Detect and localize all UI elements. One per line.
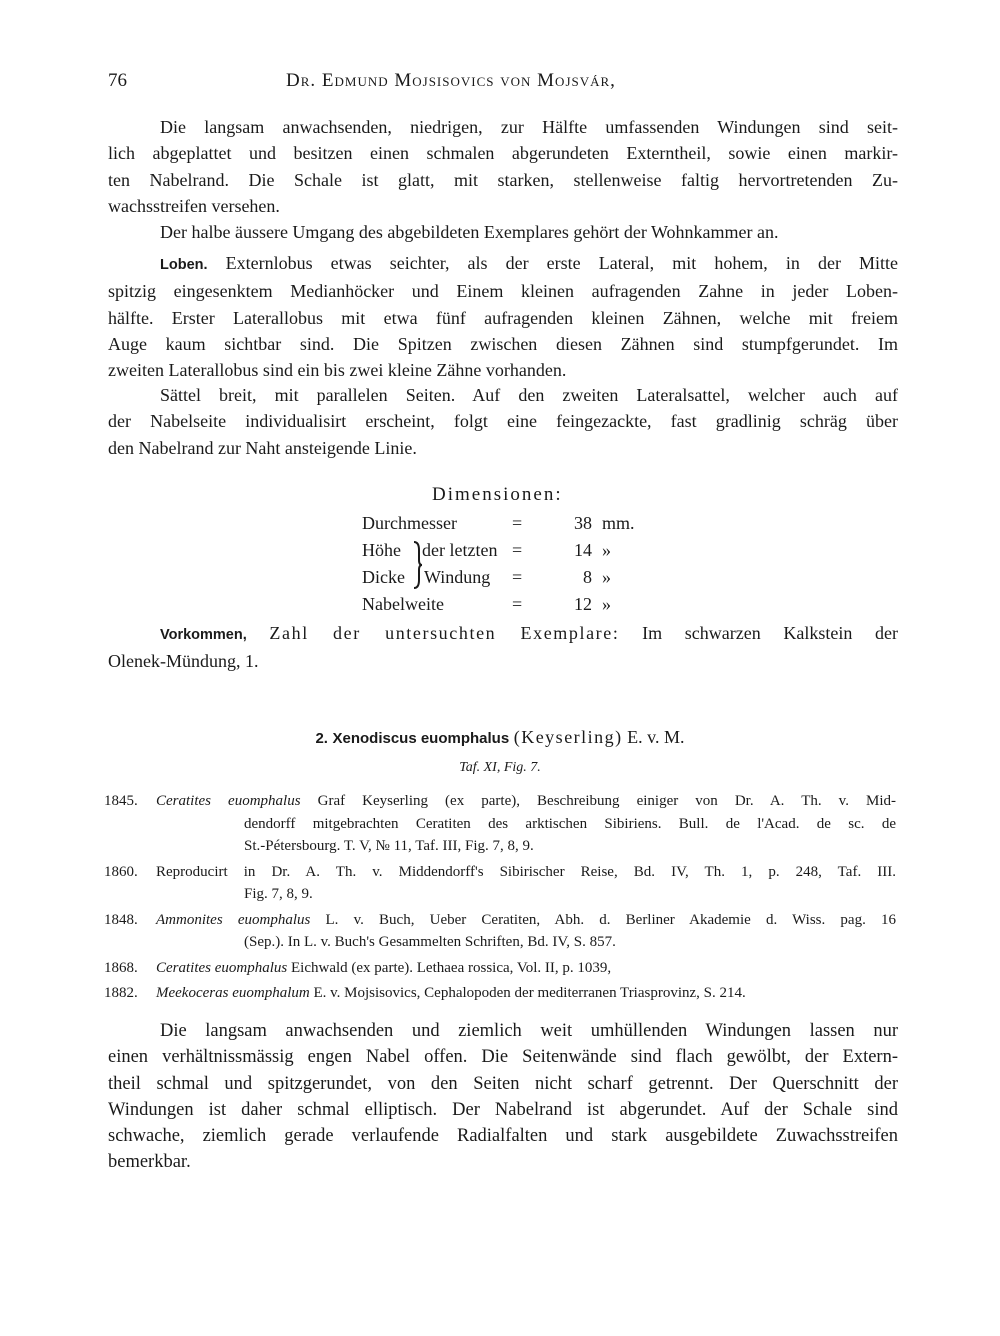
reference-taxon: Meekoceras euomphalum <box>156 985 310 1001</box>
reference-taxon: Ceratites euomphalus <box>156 959 288 976</box>
species-suffix: E. v. M. <box>627 727 685 747</box>
page-number: 76 <box>108 70 127 91</box>
dimension-row <box>362 510 662 536</box>
reference-year: 1845. <box>104 793 138 809</box>
reference-text: St.-Pétersbourg. T. V, № 11, Taf. III, Fig. 7, 8, 9. <box>244 838 534 854</box>
reference-taxon: Ceratites euomphalus <box>156 793 301 809</box>
paragraph-saettel <box>108 382 898 461</box>
reference-year: 1848. <box>104 911 138 928</box>
text-line: theil schmal und spitzgerundet, von den Seiten nicht scharf getrennt. Der Querschnitt der <box>108 1073 898 1094</box>
dimension-value: 14 <box>574 540 592 560</box>
paragraph-lead-vorkommen: Vorkommen, <box>160 627 247 643</box>
reference-text: L. v. Buch, Ueber Ceratiten, Abh. d. Berliner Akademie d. Wiss. pag. 16 <box>325 911 896 928</box>
dimension-label-shared: der letzten <box>422 540 498 560</box>
paragraph-vorkommen <box>108 620 898 675</box>
text-line: Olenek-Mündung, 1. <box>108 651 259 672</box>
text-line: zweiten Laterallobus sind ein bis zwei kleine Zähne vorhanden. <box>108 360 567 381</box>
text-line: wachsstreifen versehen. <box>108 195 280 216</box>
reference-entry <box>104 957 896 980</box>
species-heading <box>0 727 1000 748</box>
reference-text: Fig. 7, 8, 9. <box>244 886 313 902</box>
reference-entry <box>104 909 896 954</box>
reference-text: E. v. Mojsisovics, Cephalopoden der mediterranen Triasprovinz, S. 214. <box>313 985 746 1001</box>
reference-text: dendorff mitgebrachten Ceratiten des arktischen Sibiriens. Bull. de l'Acad. de sc. de <box>244 815 896 832</box>
text-line: Die langsam anwachsenden, niedrigen, zur Hälfte umfassenden Windungen sind seit- <box>160 117 898 137</box>
reference-entry <box>104 790 896 858</box>
dimension-label-shared: Windung <box>424 567 491 587</box>
running-title: Dr. Edmund Mojsisovics von Mojsvár, <box>286 70 616 91</box>
equals-sign: = <box>512 540 523 560</box>
reference-taxon: Ammonites euomphalus <box>156 911 311 928</box>
text-line: Die langsam anwachsenden und ziemlich weit umhüllenden Windungen lassen nur <box>160 1021 898 1041</box>
text-line: bemerkbar. <box>108 1152 191 1173</box>
reference-text: (Sep.). In L. v. Buch's Gesammelten Schriften, Bd. IV, S. 857. <box>244 934 616 950</box>
dimension-unit: » <box>602 594 611 614</box>
brace-icon <box>410 540 424 590</box>
paragraph-description <box>108 114 898 245</box>
plate-reference: Taf. XI, Fig. 7. <box>459 760 541 775</box>
reference-text: Eichwald (ex parte). Lethaea rossica, Vol. II, p. 1039, <box>291 959 612 976</box>
spaced-text: Zahl der untersuchten Exemplare: <box>269 623 620 643</box>
species-number: 2. <box>315 730 328 747</box>
paragraph-species-description <box>108 1018 898 1176</box>
text-line: Im schwarzen Kalkstein der <box>642 623 899 643</box>
dimension-unit: » <box>602 567 611 587</box>
reference-text: Reproducirt in Dr. A. Th. v. Middendorff's Sibirischer Reise, Bd. IV, Th. 1, p. 248, Taf. III. <box>156 863 896 880</box>
text-line: hälfte. Erster Laterallobus mit etwa fünf aufragenden kleinen Zähnen, welche mit freiem <box>108 307 898 328</box>
text-line: schwache, ziemlich gerade verlaufende Radialfalten und stark ausgebildete Zuwachsstreifen <box>108 1126 898 1147</box>
dimension-row <box>362 564 662 590</box>
reference-year: 1868. <box>104 959 138 976</box>
species-name: Xenodiscus euomphalus <box>332 730 510 747</box>
text-line: Sättel breit, mit parallelen Seiten. Auf den zweiten Lateralsattel, welcher auch auf <box>160 385 898 405</box>
reference-year: 1860. <box>104 863 138 880</box>
dimension-unit: mm. <box>602 513 635 533</box>
reference-text: Graf Keyserling (ex parte), Beschreibung einiger von Dr. A. Th. v. Mid- <box>317 793 897 809</box>
dimension-label: Dicke <box>362 567 405 587</box>
text-line: der Nabelseite individualisirt erscheint, folgt eine feingezackte, fast gradlinig schräg über <box>108 411 898 432</box>
reference-entry <box>104 861 896 906</box>
dimension-row <box>362 591 662 617</box>
species-author: (Keyserling) <box>513 727 623 747</box>
text-line: Auge kaum sichtbar sind. Die Spitzen zwischen diesen Zähnen sind stumpfgerundet. Im <box>108 333 898 354</box>
text-line: Windungen ist daher schmal elliptisch. Der Nabelrand ist abgerundet. Auf der Schale sind <box>108 1099 898 1120</box>
synonymy-list <box>104 790 896 1008</box>
dimension-label: Höhe <box>362 540 401 560</box>
reference-year: 1882. <box>104 985 138 1001</box>
equals-sign: = <box>512 594 523 614</box>
equals-sign: = <box>512 567 523 587</box>
dimension-value: 12 <box>574 594 592 614</box>
dimension-value: 8 <box>583 567 592 587</box>
paragraph-lead-loben: Loben. <box>160 257 208 273</box>
dimension-row <box>362 537 662 563</box>
text-line: ten Nabelrand. Die Schale ist glatt, mit starken, stellenweise faltig hervortretenden Zu- <box>108 169 898 190</box>
text-line: lich abgeplattet und besitzen einen schmalen abgerundeten Externtheil, sowie einen markir- <box>108 143 898 164</box>
equals-sign: = <box>512 513 523 533</box>
reference-entry <box>104 982 896 1005</box>
dimension-label: Durchmesser <box>362 513 457 533</box>
dimension-value: 38 <box>574 513 592 533</box>
text-line: einen verhältnissmässig engen Nabel offen. Die Seitenwände sind flach gewölbt, der Extern- <box>108 1047 898 1068</box>
dimension-unit: » <box>602 540 611 560</box>
text-line: Externlobus etwas seichter, als der erste Lateral, mit hohem, in der Mitte <box>225 253 899 273</box>
text-line: den Nabelrand zur Naht ansteigende Linie. <box>108 437 417 458</box>
text-line: spitzig eingesenktem Medianhöcker und Einem kleinen aufragenden Zahne in jeder Loben- <box>108 281 898 302</box>
text-line: Der halbe äussere Umgang des abgebildeten Exemplares gehört der Wohnkammer an. <box>160 222 779 243</box>
dimension-label: Nabelweite <box>362 594 444 614</box>
paragraph-loben <box>108 250 898 383</box>
dimensions-title: Dimensionen: <box>432 484 563 505</box>
